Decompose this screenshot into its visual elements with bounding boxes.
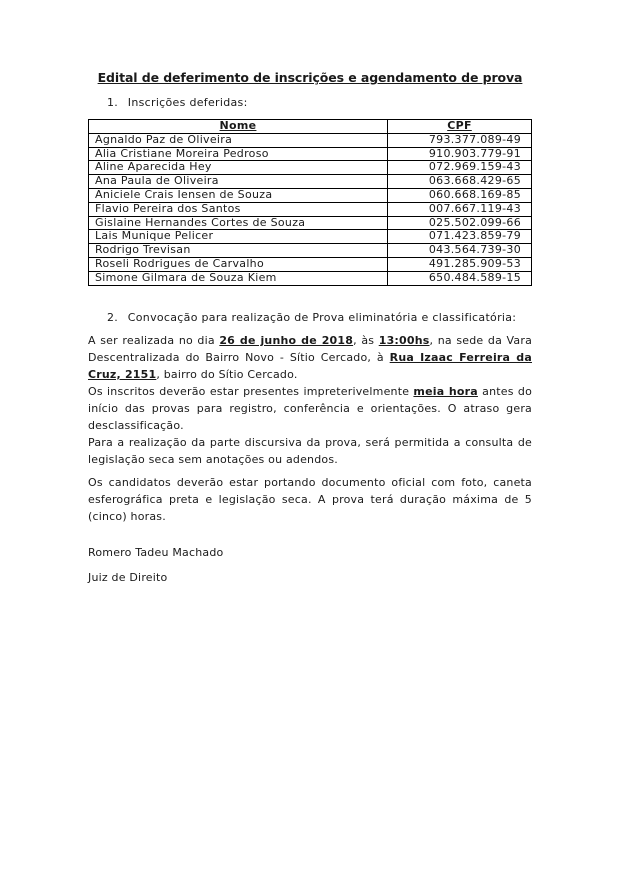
cell-cpf: 650.484.589-15 bbox=[388, 271, 532, 285]
section-1-number: 1. bbox=[107, 96, 119, 109]
cell-cpf: 910.903.779-91 bbox=[388, 147, 532, 161]
section-1-heading bbox=[107, 96, 248, 109]
cell-cpf: 793.377.089-49 bbox=[388, 133, 532, 147]
table-row bbox=[89, 257, 532, 271]
table-row bbox=[89, 133, 532, 147]
cell-cpf: 060.668.169-85 bbox=[388, 188, 532, 202]
table-row bbox=[89, 230, 532, 244]
paragraph-attendance bbox=[88, 383, 532, 434]
cell-name: Roseli Rodrigues de Carvalho bbox=[89, 257, 388, 271]
table-row bbox=[89, 161, 532, 175]
cell-cpf: 025.502.099-66 bbox=[388, 216, 532, 230]
attendance-emphasis: meia hora bbox=[413, 385, 478, 398]
paragraph-requirements: Os candidatos deverão estar portando documento oficial com foto, caneta esferográfica preta e legislação seca. A prova terá duração máxima de 5 (cinco) horas. bbox=[88, 476, 532, 523]
cell-name: Alia Cristiane Moreira Pedroso bbox=[89, 147, 388, 161]
cell-name: Ana Paula de Oliveira bbox=[89, 175, 388, 189]
table-row bbox=[89, 188, 532, 202]
table-row bbox=[89, 202, 532, 216]
paragraph-schedule bbox=[88, 332, 532, 383]
exam-address: Rua Izaac Ferreira da Cruz, 2151 bbox=[88, 351, 532, 381]
schedule-text-3: , na sede da Vara Descentralizada do Bairro Novo - Sítio Cercado, à bbox=[88, 334, 533, 364]
registrations-table bbox=[88, 119, 532, 286]
cell-name: Rodrigo Trevisan bbox=[89, 244, 388, 258]
cell-name: Simone Gilmara de Souza Kiem bbox=[89, 271, 388, 285]
attendance-text-1: Os inscritos deverão estar presentes impreterivelmente bbox=[88, 385, 414, 398]
attendance-text-2: antes do início das provas para registro, conferência e orientações. O atraso gera desclassificação. bbox=[88, 385, 533, 432]
cell-cpf: 063.668.429-65 bbox=[388, 175, 532, 189]
table-row bbox=[89, 147, 532, 161]
cell-cpf: 491.285.909-53 bbox=[388, 257, 532, 271]
table-row bbox=[89, 216, 532, 230]
section-2-number: 2. bbox=[107, 311, 119, 324]
exam-time: 13:00hs bbox=[378, 334, 430, 347]
cell-name: Lais Munique Pelicer bbox=[89, 230, 388, 244]
signature-name: Romero Tadeu Machado bbox=[88, 546, 224, 559]
signature-role: Juiz de Direito bbox=[88, 571, 168, 584]
cell-cpf: 071.423.859-79 bbox=[388, 230, 532, 244]
exam-date: 26 de junho de 2018 bbox=[219, 334, 354, 347]
cell-name: Aline Aparecida Hey bbox=[89, 161, 388, 175]
schedule-text-1: A ser realizada no dia bbox=[88, 334, 220, 347]
schedule-text-4: , bairro do Sítio Cercado. bbox=[156, 368, 298, 381]
table-row bbox=[89, 271, 532, 285]
cell-cpf: 072.969.159-43 bbox=[388, 161, 532, 175]
table-row bbox=[89, 175, 532, 189]
cell-name: Flavio Pereira dos Santos bbox=[89, 202, 388, 216]
schedule-text-2: , às bbox=[353, 334, 379, 347]
section-2-heading bbox=[107, 311, 516, 324]
cell-cpf: 043.564.739-30 bbox=[388, 244, 532, 258]
table-row bbox=[89, 244, 532, 258]
section-2-label: Convocação para realização de Prova eliminatória e classificatória: bbox=[127, 311, 517, 324]
section-1-label: Inscrições deferidas: bbox=[127, 96, 248, 109]
document-title: Edital de deferimento de inscrições e agendamento de prova bbox=[97, 70, 523, 85]
header-name: Nome bbox=[89, 120, 388, 134]
cell-name: Gislaine Hernandes Cortes de Souza bbox=[89, 216, 388, 230]
cell-name: Aniciele Crais Iensen de Souza bbox=[89, 188, 388, 202]
cell-cpf: 007.667.119-43 bbox=[388, 202, 532, 216]
table-header-row bbox=[89, 120, 532, 134]
header-cpf: CPF bbox=[388, 120, 532, 134]
cell-name: Agnaldo Paz de Oliveira bbox=[89, 133, 388, 147]
paragraph-consultation: Para a realização da parte discursiva da prova, será permitida a consulta de legislação seca sem anotações ou adendos. bbox=[88, 436, 532, 466]
